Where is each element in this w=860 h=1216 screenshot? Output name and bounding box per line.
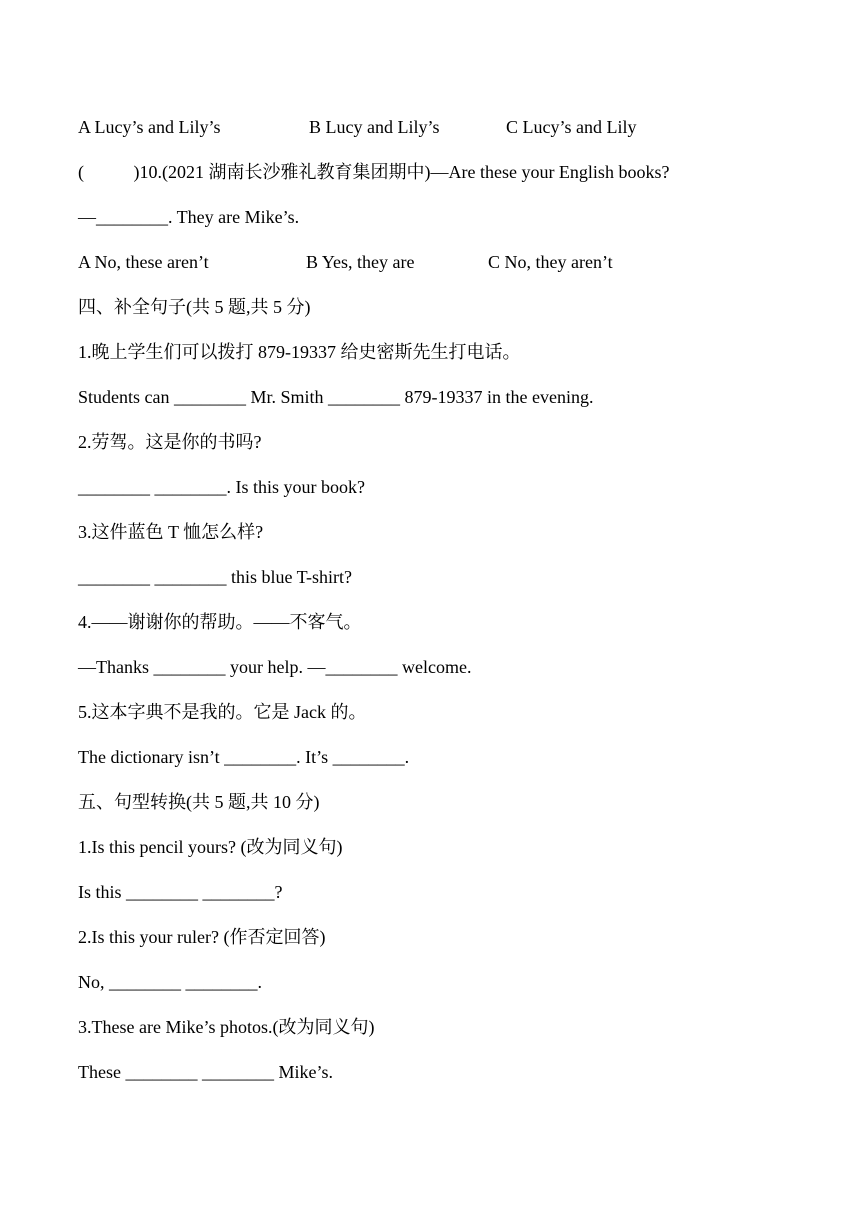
s5-item1-answer: Is this ________ ________? [78,882,283,902]
s5-item3-answer: These ________ ________ Mike’s. [78,1062,333,1082]
section5-heading: 五、句型转换(共 5 题,共 10 分) [78,792,320,812]
s4-item5-chinese: 5.这本字典不是我的。它是 Jack 的。 [78,702,367,722]
section4-heading: 四、补全句子(共 5 题,共 5 分) [78,297,311,317]
s4-item3-english: ________ ________ this blue T-shirt? [78,567,352,587]
s4-item2-english: ________ ________. Is this your book? [78,477,365,497]
q10-option-c: C No, they aren’t [488,252,613,272]
q10-options [78,251,613,273]
s4-item4-chinese: 4.——谢谢你的帮助。——不客气。 [78,612,362,632]
q9-option-a: A Lucy’s and Lily’s [78,117,221,137]
q9-option-b: B Lucy and Lily’s [309,117,440,137]
s5-item2-answer: No, ________ ________. [78,972,262,992]
q9-options [78,116,637,138]
q10-answer-line: —________. They are Mike’s. [78,207,300,227]
q10-option-b: B Yes, they are [306,252,415,272]
s4-item4-english: —Thanks ________ your help. —________ welcome. [78,657,472,677]
s5-item1-prompt: 1.Is this pencil yours? (改为同义句) [78,837,343,857]
s5-item3-prompt: 3.These are Mike’s photos.(改为同义句) [78,1017,375,1037]
q9-option-c: C Lucy’s and Lily [506,117,637,137]
s4-item2-chinese: 2.劳驾。这是你的书吗? [78,432,262,452]
s5-item2-prompt: 2.Is this your ruler? (作否定回答) [78,927,326,947]
s4-item5-english: The dictionary isn’t ________. It’s ________. [78,747,410,767]
s4-item1-english: Students can ________ Mr. Smith ________ 879-19337 in the evening. [78,387,594,407]
s4-item1-chinese: 1.晚上学生们可以拨打 879-19337 给史密斯先生打电话。 [78,342,521,362]
s4-item3-chinese: 3.这件蓝色 T 恤怎么样? [78,522,264,542]
q10-stem: ( )10.(2021 湖南长沙雅礼教育集团期中)—Are these your English books? [78,162,670,182]
q10-option-a: A No, these aren’t [78,252,209,272]
